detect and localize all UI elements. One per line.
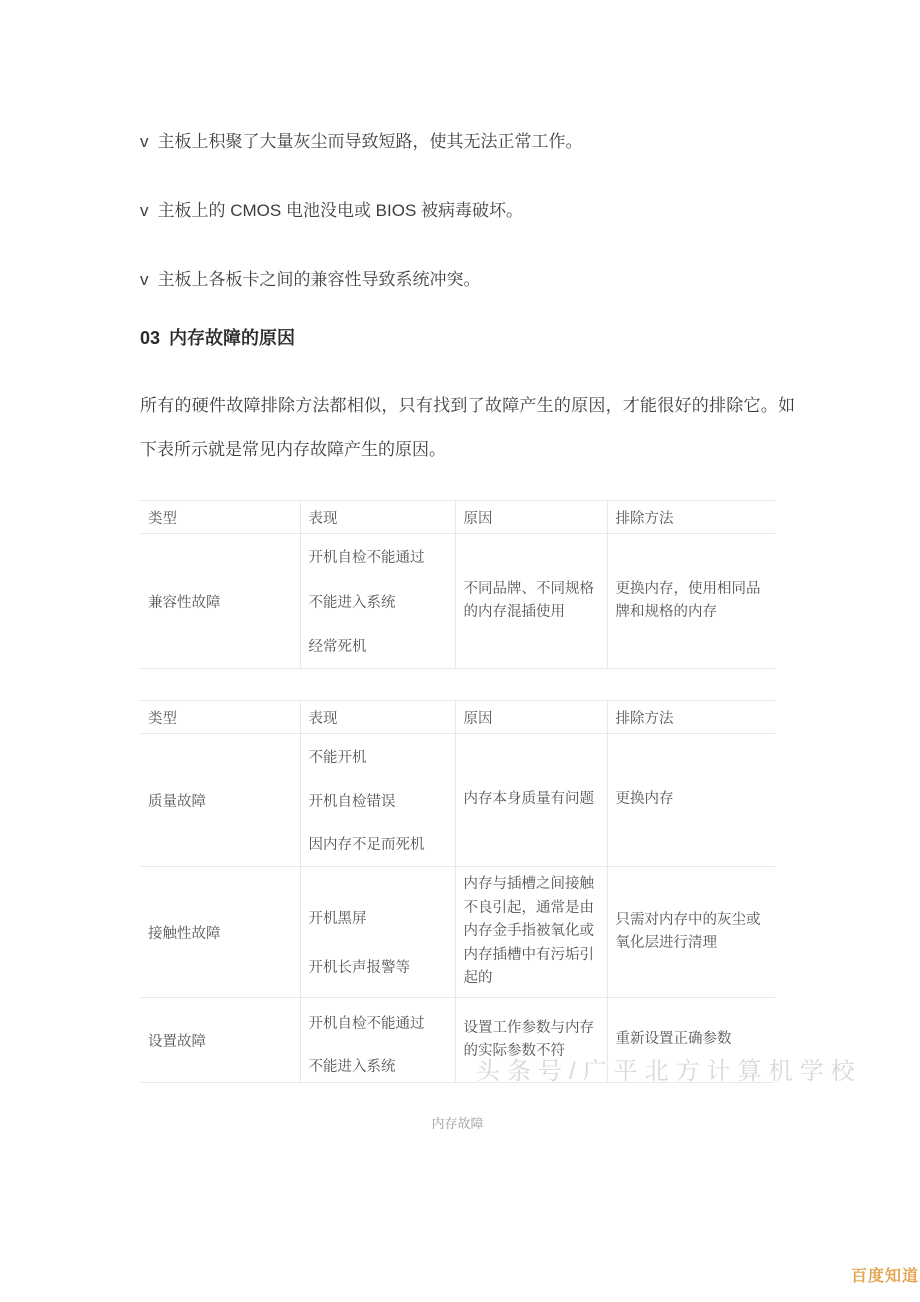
cell-solution: 重新设置正确参数 [607, 998, 775, 1083]
cell-fault-type: 接触性故障 [140, 867, 300, 998]
cell-cause: 不同品牌、不同规格的内存混插使用 [455, 534, 607, 669]
author-watermark: 头条号/广平北方计算机学校 [476, 1058, 862, 1085]
symptom-line: 因内存不足而死机 [308, 837, 425, 853]
col-header-solution: 排除方法 [607, 501, 775, 534]
symptom-line: 不能开机 [308, 750, 367, 766]
table-row [140, 998, 775, 1083]
cell-fault-type: 兼容性故障 [140, 534, 300, 669]
cell-solution: 只需对内存中的灰尘或氧化层进行清理 [607, 867, 775, 998]
symptom-line: 经常死机 [308, 639, 367, 655]
table-row [140, 734, 775, 867]
symptom-line: 开机长声报警等 [308, 960, 410, 976]
cell-solution: 更换内存，使用相同品牌和规格的内存 [607, 534, 775, 669]
symptom-line: 开机自检不能通过 [308, 1016, 425, 1032]
cell-cause: 内存本身质量有问题 [455, 734, 607, 867]
bullet-item [140, 265, 481, 290]
table-row [140, 867, 775, 998]
symptom-line: 开机黑屏 [308, 911, 367, 927]
symptom-line: 不能进入系统 [308, 1059, 396, 1075]
cell-cause: 内存与插槽之间接触不良引起，通常是由内存金手指被氧化或内存插槽中有污垢引起的 [455, 867, 607, 998]
cell-symptoms [300, 534, 455, 669]
col-header-symptom: 表现 [300, 701, 455, 734]
table-header-row [140, 501, 775, 534]
cell-solution: 更换内存 [607, 734, 775, 867]
table-header-row [140, 701, 775, 734]
bullet-text: 主板上各板卡之间的兼容性导致系统冲突。 [157, 270, 481, 289]
memory-fault-table-1 [140, 500, 775, 669]
symptom-line: 不能进入系统 [308, 594, 396, 611]
col-header-symptom: 表现 [300, 501, 455, 534]
cell-symptoms [300, 998, 455, 1083]
cell-symptoms [300, 734, 455, 867]
baidu-zhidao-logo: 百度知道 [851, 1268, 920, 1285]
table-caption: 内存故障 [431, 1116, 484, 1131]
col-header-cause: 原因 [455, 701, 607, 734]
cell-symptoms [300, 867, 455, 998]
bullet-text: 主板上积聚了大量灰尘而导致短路，使其无法正常工作。 [157, 132, 583, 151]
col-header-type: 类型 [140, 501, 300, 534]
cell-fault-type: 设置故障 [140, 998, 300, 1083]
bullet-item [140, 127, 583, 152]
bullet-marker: v [140, 201, 149, 220]
memory-fault-table-2 [140, 700, 775, 1083]
bullet-marker: v [140, 132, 149, 151]
col-header-cause: 原因 [455, 501, 607, 534]
section-title: 内存故障的原因 [169, 328, 296, 348]
table-row [140, 534, 775, 669]
cell-cause: 设置工作参数与内存的实际参数不符 [455, 998, 607, 1083]
bullet-marker: v [140, 270, 149, 289]
col-header-solution: 排除方法 [607, 701, 775, 734]
col-header-type: 类型 [140, 701, 300, 734]
bullet-item [140, 196, 523, 221]
section-number: 03 [140, 328, 161, 348]
cell-fault-type: 质量故障 [140, 734, 300, 867]
symptom-line: 开机自检不能通过 [308, 550, 425, 566]
bullet-text: 主板上的 CMOS 电池没电或 BIOS 被病毒破坏。 [157, 201, 524, 220]
intro-paragraph: 所有的硬件故障排除方法都相似，只有找到了故障产生的原因，才能很好的排除它。如下表所示就是常见内存故障产生的原因。 [140, 396, 795, 459]
symptom-line: 开机自检错误 [308, 793, 396, 810]
section-heading [140, 324, 295, 350]
